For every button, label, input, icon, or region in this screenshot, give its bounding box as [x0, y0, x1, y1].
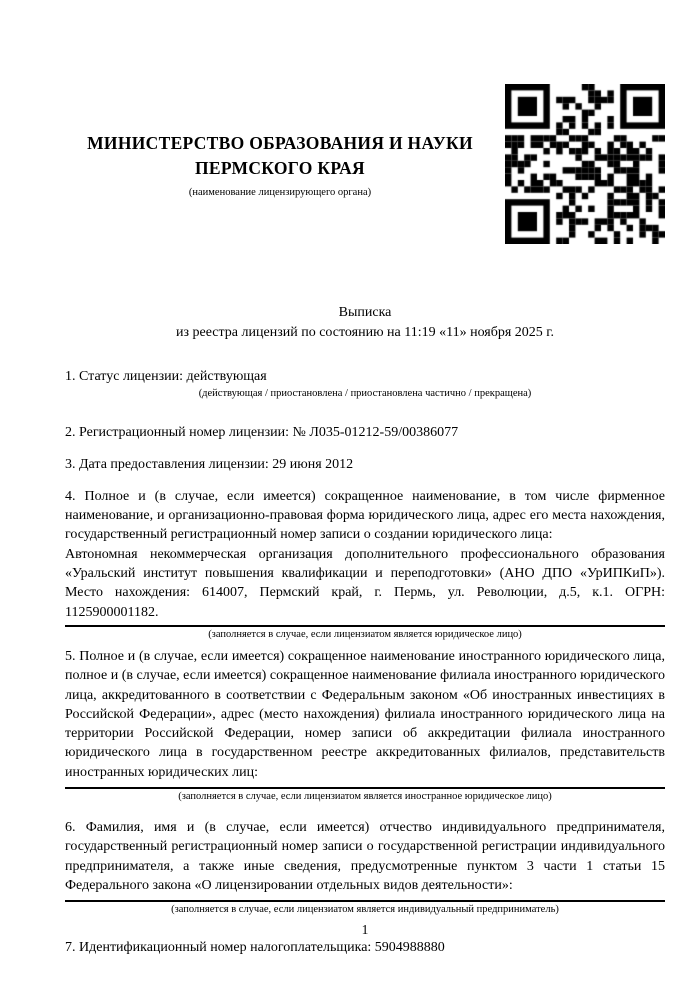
item-1-field-caption: (действующая / приостановлена / приостановлена частично / прекращена): [198, 388, 532, 400]
title-line1: Выписка: [338, 305, 392, 320]
licensing-authority-caption: (наименование лицензирующего органа): [188, 187, 372, 198]
document-title: [65, 303, 665, 342]
item-2-registration-number: 2. Регистрационный номер лицензии: № Л035-01212-59/00386077: [65, 425, 459, 441]
item-4-legal-entity-label: 4. Полное и (в случае, если имеется) сокращенное наименование, в том числе фирменное наименование, и организационно-правовая форма юридического лица, адрес его места нахождения, государственный регистрационный номер записи о создании юридического лица:: [65, 488, 665, 543]
item-1-license-status: 1. Статус лицензии: действующая: [65, 369, 267, 384]
page-number: 1: [361, 922, 369, 937]
item-5-fill-line: [65, 787, 665, 789]
item-6-fill-line: [65, 900, 665, 902]
qr-code-icon: [505, 84, 665, 244]
document-body: [65, 367, 665, 958]
document-header: [63, 131, 497, 199]
title-line2: из реестра лицензий по состоянию на 11:19 «11» ноября 2025 г.: [176, 324, 554, 340]
item-5-field-caption: (заполняется в случае, если лицензиатом является иностранное юридическое лицо): [178, 791, 552, 803]
item-6-field-caption: (заполняется в случае, если лицензиатом является индивидуальный предприниматель): [171, 904, 559, 916]
ministry-name-line2: ПЕРМСКОГО КРАЯ: [195, 158, 365, 178]
item-4-legal-entity-value: Автономная некоммерческая организация дополнительного профессионального образования «Уральский институт повышения квалификации и переподготовки» (АНО ДПО «УрИПКиП»). Место нахождения: 614007, Пермский край, г. Пермь, ул. Революции, д.5, к.1. ОГРН: 1125900001182.: [65, 546, 665, 620]
item-4-fill-line: [65, 625, 665, 627]
item-3-license-date: 3. Дата предоставления лицензии: 29 июня 2012: [65, 456, 354, 472]
item-4-field-caption: (заполняется в случае, если лицензиатом является юридическое лицо): [208, 628, 522, 640]
item-6-entrepreneur-label: 6. Фамилия, имя и (в случае, если имеется) отчество индивидуального предпринимателя, государственный регистрационный номер записи о государственной регистрации индивидуального предпринимателя, а также иные сведения, предусмотренные пунктом 3 части 1 статьи 15 Федерального закона «О лицензировании отдельных видов деятельности»:: [65, 820, 665, 893]
item-7-taxpayer-number: 7. Идентификационный номер налогоплательщика: 5904988880: [65, 940, 445, 956]
item-5-foreign-entity-label: 5. Полное и (в случае, если имеется) сокращенное наименование иностранного юридического лица, полное и (в случае, если имеется) сокращенное наименование филиала иностранного юридического лица, аккредитованного в соответствии с Федеральным законом «Об иностранных инвестициях в Российской Федерации», адрес (место нахождения) филиала иностранного юридического лица на территории Российской Федерации, номер записи об аккредитации филиала иностранного юридического лица в государственном реестре аккредитованных филиалов, представительств иностранных юридических лиц:: [65, 648, 665, 780]
ministry-name-line1: МИНИСТЕРСТВО ОБРАЗОВАНИЯ И НАУКИ: [87, 133, 473, 153]
